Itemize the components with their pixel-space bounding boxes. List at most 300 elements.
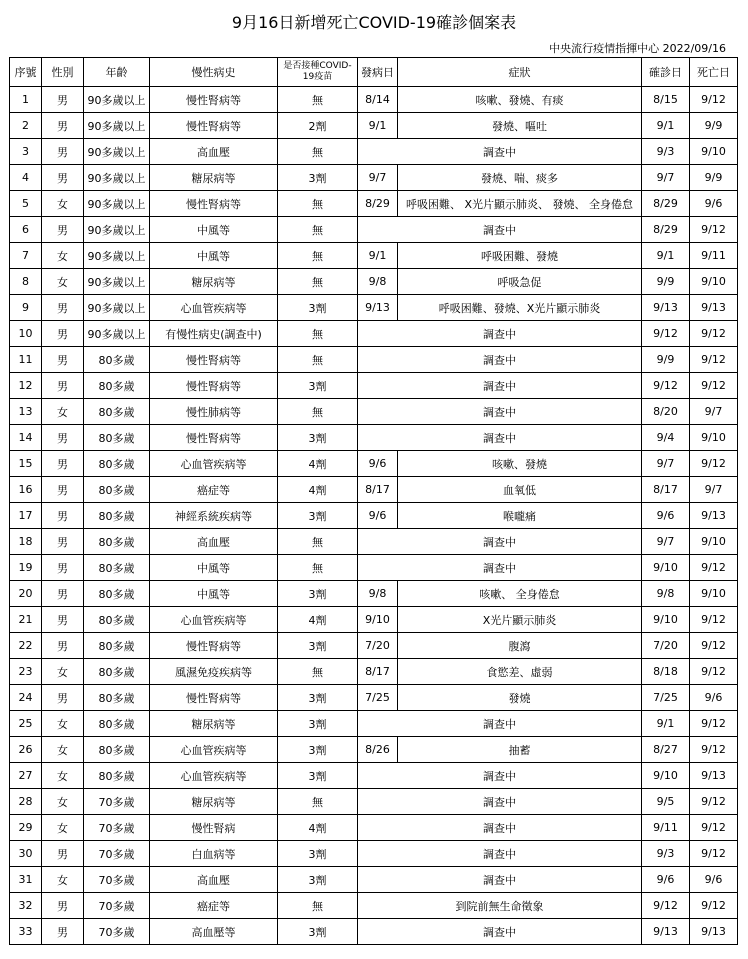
cell-age: 90多歲以上 <box>84 321 150 347</box>
cell-confirm: 9/9 <box>642 269 690 295</box>
table-row <box>10 217 738 243</box>
cell-chronic: 心血管疾病等 <box>150 451 278 477</box>
cell-vaccine: 3劑 <box>278 919 358 945</box>
cell-onset: 8/29 <box>358 191 398 217</box>
cell-no: 26 <box>10 737 42 763</box>
cell-vaccine: 3劑 <box>278 685 358 711</box>
cell-vaccine: 3劑 <box>278 867 358 893</box>
cell-vaccine: 3劑 <box>278 841 358 867</box>
cell-death: 9/12 <box>690 321 738 347</box>
cell-symptoms: 咳嗽、發燒、有痰 <box>398 87 642 113</box>
cell-chronic: 慢性肺病等 <box>150 399 278 425</box>
cell-symptoms: 調查中 <box>358 711 642 737</box>
cell-chronic: 慢性腎病等 <box>150 685 278 711</box>
cell-sex: 男 <box>42 529 84 555</box>
table-row <box>10 139 738 165</box>
cell-age: 80多歲 <box>84 607 150 633</box>
cell-death: 9/9 <box>690 165 738 191</box>
table-row <box>10 893 738 919</box>
cell-age: 90多歲以上 <box>84 139 150 165</box>
cell-onset: 8/17 <box>358 659 398 685</box>
cell-chronic: 慢性腎病等 <box>150 113 278 139</box>
cell-age: 70多歲 <box>84 867 150 893</box>
cell-chronic: 癌症等 <box>150 893 278 919</box>
cell-chronic: 有慢性病史(調查中) <box>150 321 278 347</box>
cell-confirm: 9/7 <box>642 529 690 555</box>
cell-onset: 7/20 <box>358 633 398 659</box>
cell-death: 9/7 <box>690 477 738 503</box>
cell-no: 3 <box>10 139 42 165</box>
cell-no: 15 <box>10 451 42 477</box>
cell-death: 9/6 <box>690 685 738 711</box>
cell-no: 22 <box>10 633 42 659</box>
cell-symptoms: 調查中 <box>358 529 642 555</box>
cell-confirm: 9/11 <box>642 815 690 841</box>
cell-chronic: 糖尿病等 <box>150 711 278 737</box>
cell-no: 20 <box>10 581 42 607</box>
cell-vaccine: 3劑 <box>278 373 358 399</box>
cell-sex: 男 <box>42 139 84 165</box>
table-row <box>10 763 738 789</box>
cell-age: 80多歲 <box>84 503 150 529</box>
cell-symptoms: 調查中 <box>358 763 642 789</box>
cell-death: 9/12 <box>690 815 738 841</box>
cell-age: 70多歲 <box>84 841 150 867</box>
cell-sex: 女 <box>42 269 84 295</box>
cell-chronic: 癌症等 <box>150 477 278 503</box>
cell-onset: 8/26 <box>358 737 398 763</box>
cell-confirm: 9/1 <box>642 113 690 139</box>
cell-vaccine: 3劑 <box>278 737 358 763</box>
cell-onset: 7/25 <box>358 685 398 711</box>
cell-age: 90多歲以上 <box>84 217 150 243</box>
cell-vaccine: 3劑 <box>278 503 358 529</box>
cell-death: 9/12 <box>690 555 738 581</box>
cell-death: 9/10 <box>690 425 738 451</box>
table-row <box>10 659 738 685</box>
cell-age: 80多歲 <box>84 425 150 451</box>
cell-sex: 女 <box>42 867 84 893</box>
cell-age: 80多歲 <box>84 373 150 399</box>
cell-symptoms: 調查中 <box>358 139 642 165</box>
cell-vaccine: 無 <box>278 399 358 425</box>
cell-chronic: 中風等 <box>150 581 278 607</box>
cell-vaccine: 無 <box>278 87 358 113</box>
cell-death: 9/9 <box>690 113 738 139</box>
cell-death: 9/6 <box>690 191 738 217</box>
cell-chronic: 慢性腎病等 <box>150 87 278 113</box>
cell-symptoms: 咳嗽、發燒 <box>398 451 642 477</box>
cell-no: 4 <box>10 165 42 191</box>
cell-symptoms: 調查中 <box>358 841 642 867</box>
table-row <box>10 165 738 191</box>
cases-table <box>9 57 738 945</box>
cell-confirm: 9/3 <box>642 841 690 867</box>
cell-no: 21 <box>10 607 42 633</box>
table-row <box>10 529 738 555</box>
cell-vaccine: 無 <box>278 217 358 243</box>
cell-age: 80多歲 <box>84 477 150 503</box>
cell-chronic: 高血壓 <box>150 867 278 893</box>
cell-death: 9/12 <box>690 373 738 399</box>
cell-sex: 女 <box>42 737 84 763</box>
table-row <box>10 347 738 373</box>
cell-no: 2 <box>10 113 42 139</box>
cell-death: 9/12 <box>690 633 738 659</box>
cell-sex: 女 <box>42 191 84 217</box>
cell-symptoms: 血氧低 <box>398 477 642 503</box>
cell-age: 80多歲 <box>84 347 150 373</box>
cell-chronic: 糖尿病等 <box>150 269 278 295</box>
cell-symptoms: 調查中 <box>358 347 642 373</box>
cell-confirm: 9/10 <box>642 763 690 789</box>
cell-age: 80多歲 <box>84 399 150 425</box>
cell-symptoms: 喉嚨痛 <box>398 503 642 529</box>
cell-confirm: 8/29 <box>642 217 690 243</box>
cell-no: 17 <box>10 503 42 529</box>
cell-chronic: 慢性腎病等 <box>150 191 278 217</box>
table-row <box>10 191 738 217</box>
table-row <box>10 399 738 425</box>
cell-sex: 男 <box>42 451 84 477</box>
cell-death: 9/12 <box>690 841 738 867</box>
cell-confirm: 9/3 <box>642 139 690 165</box>
header-vaccine: 是否接種COVID-19疫苗 <box>278 58 358 87</box>
cell-vaccine: 無 <box>278 893 358 919</box>
cell-death: 9/6 <box>690 867 738 893</box>
cell-death: 9/11 <box>690 243 738 269</box>
cell-confirm: 8/29 <box>642 191 690 217</box>
cell-age: 70多歲 <box>84 789 150 815</box>
cell-vaccine: 4劑 <box>278 477 358 503</box>
cell-age: 90多歲以上 <box>84 87 150 113</box>
table-row <box>10 581 738 607</box>
cell-vaccine: 無 <box>278 659 358 685</box>
cell-vaccine: 無 <box>278 139 358 165</box>
header-row <box>10 58 738 87</box>
cell-chronic: 慢性腎病等 <box>150 347 278 373</box>
cell-vaccine: 無 <box>278 269 358 295</box>
cell-chronic: 風濕免疫疾病等 <box>150 659 278 685</box>
header-age: 年齡 <box>84 58 150 87</box>
cell-death: 9/7 <box>690 399 738 425</box>
cell-death: 9/12 <box>690 737 738 763</box>
table-row <box>10 841 738 867</box>
cell-confirm: 9/12 <box>642 893 690 919</box>
cell-sex: 男 <box>42 165 84 191</box>
cell-symptoms: 調查中 <box>358 217 642 243</box>
cell-confirm: 9/6 <box>642 503 690 529</box>
cell-symptoms: 食慾差、虛弱 <box>398 659 642 685</box>
table-row <box>10 633 738 659</box>
header-confirm: 確診日 <box>642 58 690 87</box>
cell-chronic: 糖尿病等 <box>150 165 278 191</box>
cell-death: 9/12 <box>690 87 738 113</box>
cell-chronic: 高血壓 <box>150 139 278 165</box>
cell-confirm: 9/7 <box>642 451 690 477</box>
table-row <box>10 477 738 503</box>
cell-confirm: 9/10 <box>642 555 690 581</box>
cell-sex: 女 <box>42 659 84 685</box>
cell-sex: 男 <box>42 685 84 711</box>
table-row <box>10 555 738 581</box>
table-row <box>10 243 738 269</box>
header-onset: 發病日 <box>358 58 398 87</box>
cell-age: 70多歲 <box>84 815 150 841</box>
cell-no: 12 <box>10 373 42 399</box>
cell-symptoms: 呼吸困難、 X光片顯示肺炎、 發燒、 全身倦怠 <box>398 191 642 217</box>
cell-death: 9/13 <box>690 503 738 529</box>
cell-onset: 9/6 <box>358 503 398 529</box>
cell-chronic: 慢性腎病 <box>150 815 278 841</box>
cell-confirm: 8/18 <box>642 659 690 685</box>
cell-symptoms: 調查中 <box>358 425 642 451</box>
cell-sex: 男 <box>42 581 84 607</box>
cell-vaccine: 3劑 <box>278 711 358 737</box>
cell-no: 11 <box>10 347 42 373</box>
cell-vaccine: 無 <box>278 191 358 217</box>
cell-sex: 男 <box>42 373 84 399</box>
cell-age: 80多歲 <box>84 451 150 477</box>
cell-sex: 男 <box>42 347 84 373</box>
cell-no: 6 <box>10 217 42 243</box>
table-row <box>10 789 738 815</box>
cell-no: 25 <box>10 711 42 737</box>
cell-death: 9/12 <box>690 607 738 633</box>
cell-no: 31 <box>10 867 42 893</box>
header-no: 序號 <box>10 58 42 87</box>
cell-symptoms: 調查中 <box>358 815 642 841</box>
cell-no: 10 <box>10 321 42 347</box>
cell-sex: 男 <box>42 477 84 503</box>
cell-confirm: 9/12 <box>642 321 690 347</box>
cell-age: 80多歲 <box>84 737 150 763</box>
cell-age: 90多歲以上 <box>84 165 150 191</box>
cell-no: 30 <box>10 841 42 867</box>
cell-confirm: 7/20 <box>642 633 690 659</box>
cell-sex: 男 <box>42 633 84 659</box>
table-row <box>10 321 738 347</box>
cell-confirm: 9/10 <box>642 607 690 633</box>
cell-onset: 8/17 <box>358 477 398 503</box>
cell-confirm: 9/1 <box>642 711 690 737</box>
cell-onset: 9/13 <box>358 295 398 321</box>
cell-sex: 女 <box>42 243 84 269</box>
cell-death: 9/13 <box>690 763 738 789</box>
cell-no: 8 <box>10 269 42 295</box>
cell-death: 9/12 <box>690 217 738 243</box>
cell-confirm: 9/5 <box>642 789 690 815</box>
cell-vaccine: 4劑 <box>278 815 358 841</box>
cell-no: 18 <box>10 529 42 555</box>
cell-chronic: 心血管疾病等 <box>150 763 278 789</box>
cell-chronic: 高血壓等 <box>150 919 278 945</box>
cell-sex: 女 <box>42 711 84 737</box>
cell-sex: 男 <box>42 503 84 529</box>
cell-chronic: 心血管疾病等 <box>150 607 278 633</box>
cell-symptoms: 腹瀉 <box>398 633 642 659</box>
cell-death: 9/12 <box>690 711 738 737</box>
cell-age: 80多歲 <box>84 633 150 659</box>
cell-death: 9/13 <box>690 295 738 321</box>
cell-death: 9/13 <box>690 919 738 945</box>
table-row <box>10 607 738 633</box>
cell-vaccine: 無 <box>278 243 358 269</box>
cell-confirm: 9/12 <box>642 373 690 399</box>
cell-sex: 女 <box>42 763 84 789</box>
cell-onset: 9/8 <box>358 269 398 295</box>
cell-vaccine: 3劑 <box>278 581 358 607</box>
cell-onset: 9/8 <box>358 581 398 607</box>
cell-confirm: 8/15 <box>642 87 690 113</box>
table-row <box>10 815 738 841</box>
cell-symptoms: 到院前無生命徵象 <box>358 893 642 919</box>
cell-confirm: 8/17 <box>642 477 690 503</box>
page-title: 9月16日新增死亡COVID-19確診個案表 <box>231 13 517 32</box>
cell-confirm: 7/25 <box>642 685 690 711</box>
cell-vaccine: 4劑 <box>278 607 358 633</box>
cell-no: 16 <box>10 477 42 503</box>
cell-no: 5 <box>10 191 42 217</box>
cell-symptoms: 抽蓄 <box>398 737 642 763</box>
cell-vaccine: 無 <box>278 529 358 555</box>
cell-age: 80多歲 <box>84 763 150 789</box>
cell-chronic: 糖尿病等 <box>150 789 278 815</box>
cell-sex: 男 <box>42 321 84 347</box>
cell-chronic: 高血壓 <box>150 529 278 555</box>
cell-death: 9/10 <box>690 139 738 165</box>
cell-confirm: 9/4 <box>642 425 690 451</box>
cell-chronic: 慢性腎病等 <box>150 425 278 451</box>
cell-onset: 8/14 <box>358 87 398 113</box>
cell-age: 80多歲 <box>84 581 150 607</box>
table-row <box>10 113 738 139</box>
cell-sex: 男 <box>42 113 84 139</box>
cell-age: 90多歲以上 <box>84 113 150 139</box>
cell-sex: 男 <box>42 919 84 945</box>
cell-symptoms: 呼吸困難、發燒 <box>398 243 642 269</box>
cell-confirm: 8/20 <box>642 399 690 425</box>
cell-age: 90多歲以上 <box>84 243 150 269</box>
cell-confirm: 9/6 <box>642 867 690 893</box>
cell-sex: 男 <box>42 217 84 243</box>
cell-chronic: 神經系統疾病等 <box>150 503 278 529</box>
table-row <box>10 685 738 711</box>
table-row <box>10 87 738 113</box>
cell-symptoms: 調查中 <box>358 321 642 347</box>
cell-symptoms: 調查中 <box>358 555 642 581</box>
cell-age: 70多歲 <box>84 893 150 919</box>
cell-no: 24 <box>10 685 42 711</box>
header-death: 死亡日 <box>690 58 738 87</box>
cell-death: 9/12 <box>690 893 738 919</box>
cell-confirm: 9/13 <box>642 919 690 945</box>
cell-sex: 男 <box>42 893 84 919</box>
cell-vaccine: 無 <box>278 555 358 581</box>
cell-age: 80多歲 <box>84 555 150 581</box>
cell-death: 9/12 <box>690 451 738 477</box>
cell-death: 9/12 <box>690 789 738 815</box>
cell-age: 90多歲以上 <box>84 269 150 295</box>
header-symptoms: 症狀 <box>398 58 642 87</box>
cell-chronic: 中風等 <box>150 555 278 581</box>
cell-vaccine: 4劑 <box>278 451 358 477</box>
cell-death: 9/10 <box>690 581 738 607</box>
cell-chronic: 中風等 <box>150 243 278 269</box>
cell-sex: 男 <box>42 425 84 451</box>
cell-age: 70多歲 <box>84 919 150 945</box>
cell-age: 80多歲 <box>84 711 150 737</box>
cell-age: 80多歲 <box>84 685 150 711</box>
cell-no: 28 <box>10 789 42 815</box>
cell-vaccine: 3劑 <box>278 425 358 451</box>
cell-sex: 男 <box>42 295 84 321</box>
cell-death: 9/10 <box>690 269 738 295</box>
cell-symptoms: 調查中 <box>358 867 642 893</box>
cell-sex: 男 <box>42 607 84 633</box>
table-row <box>10 867 738 893</box>
table-row <box>10 737 738 763</box>
source-date: 中央流行疫情指揮中心 2022/09/16 <box>549 42 726 55</box>
cell-onset: 9/6 <box>358 451 398 477</box>
cell-age: 80多歲 <box>84 529 150 555</box>
cell-no: 33 <box>10 919 42 945</box>
cell-no: 23 <box>10 659 42 685</box>
cell-symptoms: 調查中 <box>358 399 642 425</box>
cell-confirm: 9/1 <box>642 243 690 269</box>
cell-sex: 女 <box>42 815 84 841</box>
cell-age: 90多歲以上 <box>84 191 150 217</box>
cell-onset: 9/10 <box>358 607 398 633</box>
cell-symptoms: X光片顯示肺炎 <box>398 607 642 633</box>
cell-no: 27 <box>10 763 42 789</box>
table-row <box>10 919 738 945</box>
cell-death: 9/12 <box>690 659 738 685</box>
cell-vaccine: 無 <box>278 789 358 815</box>
table-row <box>10 425 738 451</box>
cell-chronic: 心血管疾病等 <box>150 295 278 321</box>
cell-death: 9/12 <box>690 347 738 373</box>
cell-confirm: 9/9 <box>642 347 690 373</box>
table-row <box>10 295 738 321</box>
table-row <box>10 373 738 399</box>
cell-sex: 男 <box>42 841 84 867</box>
cell-symptoms: 呼吸急促 <box>398 269 642 295</box>
cell-sex: 男 <box>42 87 84 113</box>
cell-chronic: 白血病等 <box>150 841 278 867</box>
cell-no: 32 <box>10 893 42 919</box>
cell-onset: 9/1 <box>358 243 398 269</box>
cell-sex: 男 <box>42 555 84 581</box>
cell-no: 29 <box>10 815 42 841</box>
table-row <box>10 711 738 737</box>
cell-no: 13 <box>10 399 42 425</box>
cell-death: 9/10 <box>690 529 738 555</box>
cell-confirm: 8/27 <box>642 737 690 763</box>
cell-confirm: 9/13 <box>642 295 690 321</box>
cell-symptoms: 發燒、嘔吐 <box>398 113 642 139</box>
table-row <box>10 503 738 529</box>
cell-no: 7 <box>10 243 42 269</box>
cell-onset: 9/1 <box>358 113 398 139</box>
cell-symptoms: 呼吸困難、發燒、X光片顯示肺炎 <box>398 295 642 321</box>
cell-onset: 9/7 <box>358 165 398 191</box>
cell-chronic: 心血管疾病等 <box>150 737 278 763</box>
cell-vaccine: 2劑 <box>278 113 358 139</box>
cell-vaccine: 3劑 <box>278 165 358 191</box>
cell-confirm: 9/8 <box>642 581 690 607</box>
cell-vaccine: 3劑 <box>278 295 358 321</box>
